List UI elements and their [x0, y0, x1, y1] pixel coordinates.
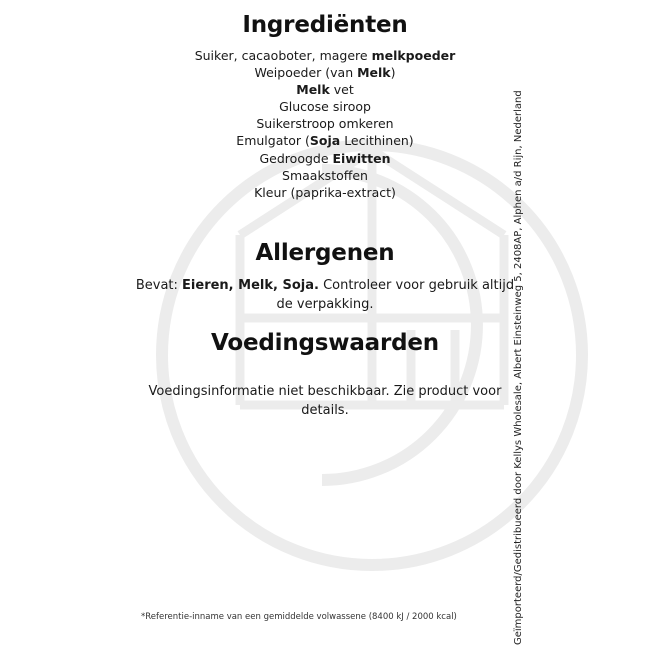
- ingredient-item: [0, 98, 650, 115]
- reference-intake-footnote: *Referentie-inname van een gemiddelde volwassene (8400 kJ / 2000 kcal): [141, 612, 457, 622]
- nutrition-line-2: details.: [301, 403, 349, 418]
- ingredient-item: [0, 64, 650, 81]
- nutrition-line-1: Voedingsinformatie niet beschikbaar. Zie product voor: [148, 384, 502, 399]
- allergens-text: [0, 276, 650, 314]
- ingredient-allergen: Soja: [309, 133, 341, 149]
- ingredient-allergen: Melk: [357, 65, 391, 81]
- ingredient-text: vet: [329, 82, 354, 98]
- nutrition-title: Voedingswaarden: [211, 330, 439, 356]
- allergens-advice: Controleer voor gebruik altijd: [318, 278, 515, 293]
- ingredient-allergen: melkpoeder: [371, 48, 456, 63]
- ingredient-text: ): [390, 65, 396, 81]
- ingredient-text: Weipoeder (van: [254, 65, 358, 81]
- allergens-list: Eieren, Melk, Soja.: [182, 278, 319, 293]
- allergens-prefix: Bevat:: [135, 278, 183, 293]
- ingredient-text: Suikerstroop omkeren: [256, 116, 394, 132]
- ingredient-item: [0, 184, 650, 201]
- ingredient-text: Emulgator (: [236, 133, 310, 149]
- ingredient-item: [0, 115, 650, 132]
- ingredient-allergen: Melk: [296, 82, 330, 98]
- ingredients-title: Ingrediënten: [242, 12, 408, 38]
- allergens-advice-cont: de verpakking.: [276, 297, 374, 312]
- ingredient-item: [0, 150, 650, 167]
- ingredient-text: Kleur (paprika-extract): [254, 184, 396, 200]
- ingredient-text: Suiker, cacaoboter, magere: [194, 48, 372, 63]
- ingredient-text: Smaakstoffen: [282, 167, 368, 183]
- ingredient-text: Gedroogde: [259, 150, 333, 166]
- allergens-title: Allergenen: [255, 240, 395, 266]
- ingredient-text: Glucose siroop: [279, 99, 371, 115]
- nutrition-text: [0, 382, 650, 420]
- ingredients-list: [0, 47, 650, 201]
- distributor-address: Geïmporteerd/Gedistribueerd door Kellys Wholesale, Albert Einsteinweg 5, 2408AP, Alphen a/d Rijn, Nederland: [513, 90, 524, 645]
- ingredient-allergen: Eiwitten: [332, 150, 391, 166]
- ingredient-item: [0, 132, 650, 149]
- ingredient-item: [0, 47, 650, 64]
- ingredient-item: [0, 167, 650, 184]
- ingredient-item: [0, 81, 650, 98]
- ingredient-text: Lecithinen): [340, 133, 414, 149]
